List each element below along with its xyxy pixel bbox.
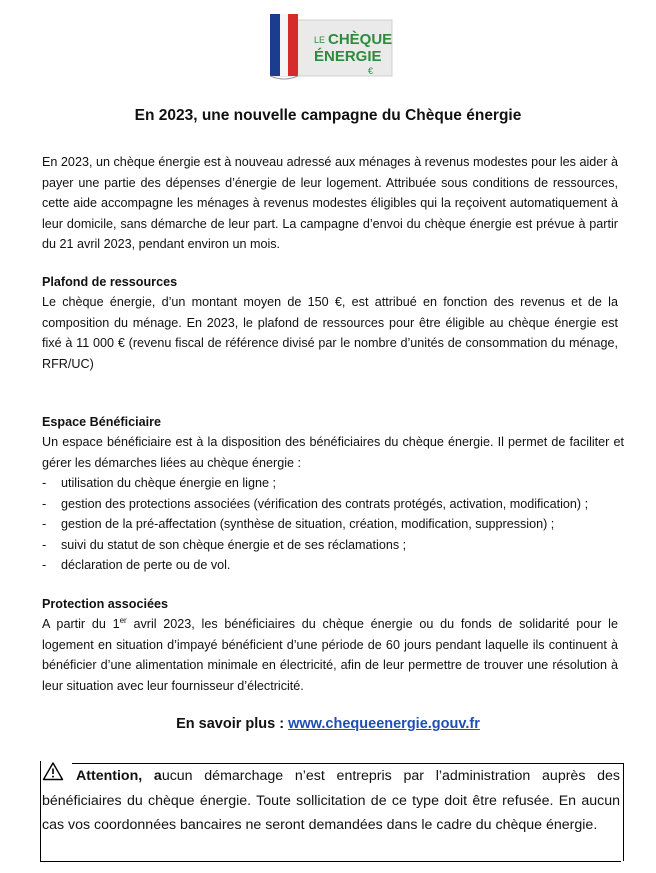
warning-box-right-border	[623, 763, 624, 861]
logo-energie-text: ÉNERGIE	[314, 48, 382, 65]
protection-text-start: A partir du 1	[42, 617, 120, 631]
list-item	[42, 535, 632, 556]
list-bullet: -	[42, 537, 47, 552]
warning-text	[42, 764, 620, 838]
list-bullet: -	[42, 476, 47, 490]
list-item	[42, 494, 632, 515]
list-item-text: gestion des protections associées (vérification des contrats protégés, activation, modification) ;	[61, 496, 589, 511]
list-item	[42, 555, 632, 576]
cheque-energie-logo	[264, 6, 394, 82]
logo-le-text: LE	[314, 35, 326, 45]
list-item	[42, 514, 632, 535]
logo-cheque-text: CHÈQUE	[328, 31, 393, 48]
espace-paragraph: Un espace bénéficiaire est à la disposition des bénéficiaires du chèque énergie. Il permet de faciliter et gérer les démarches liées au chèque énergie :	[42, 435, 624, 470]
warning-body: ucun démarchage n’est entrepris par l’administration auprès des bénéficiaires du chèque énergie. Toute sollicitation de ce type doit être refusée. En aucun cas vos coordonnées bancaires ne seront demandées dans le cadre du chèque énergie.	[42, 768, 621, 833]
list-item-text: déclaration de perte ou de vol.	[61, 558, 231, 573]
chequeenergie-link[interactable]: www.chequeenergie.gouv.fr	[288, 716, 480, 732]
protection-text-rest: avril 2023, les bénéficiaires du chèque énergie ou du fonds de solidarité pour le logement en situation d’impayé bénéficient d’une période de 60 jours pendant laquelle ils continuent à bénéficier d’une alimentation minimale en électricité, afin de leur permettre de trouver une résolution à leur situation avec leur fournisseur d’électricité.	[42, 617, 618, 693]
plafond-heading: Plafond de ressources	[42, 275, 178, 289]
more-info-label: En savoir plus :	[176, 716, 289, 732]
more-info	[0, 716, 656, 732]
espace-list	[42, 473, 632, 576]
list-bullet: -	[42, 496, 47, 511]
list-bullet: -	[42, 517, 47, 532]
list-item-text: gestion de la pré-affectation (synthèse de situation, création, modification, suppression) ;	[61, 517, 555, 532]
warning-bold-label: Attention, a	[76, 768, 162, 784]
list-bullet: -	[42, 558, 47, 573]
list-item-text: suivi du statut de son chèque énergie et de ses réclamations ;	[61, 537, 407, 552]
espace-heading: Espace Bénéficiaire	[42, 415, 162, 429]
logo-euro-text: €	[368, 66, 374, 76]
protection-superscript: er	[119, 615, 127, 625]
protection-heading: Protection associées	[42, 597, 168, 611]
plafond-paragraph: Le chèque énergie, d’un montant moyen de 150 €, est attribué en fonction des revenus et de la composition du ménage. En 2023, le plafond de ressources pour être éligible au chèque énergie est fixé à 11 000 € (revenu fiscal de référence divisé par le nombre d’unités de consommation du ménage, RFR/UC)	[42, 295, 618, 371]
protection-paragraph	[42, 614, 618, 696]
list-item-text: utilisation du chèque énergie en ligne ;	[61, 476, 276, 490]
list-item	[42, 473, 632, 494]
cheque-energie-logo-graphic	[264, 6, 394, 82]
intro-paragraph: En 2023, un chèque énergie est à nouveau adressé aux ménages à revenus modestes pour les aider à payer une partie des dépenses d’énergie de leur logement. Attribuée sous conditions de ressources, cette aide accompagne les ménages à revenus modestes éligibles qui la reçoivent automatiquement à leur domicile, sans démarche de leur part. La campagne d’envoi du chèque énergie est prévue à partir du 21 avril 2023, pendant environ un mois.	[42, 155, 618, 252]
page-title: En 2023, une nouvelle campagne du Chèque énergie	[134, 107, 522, 124]
